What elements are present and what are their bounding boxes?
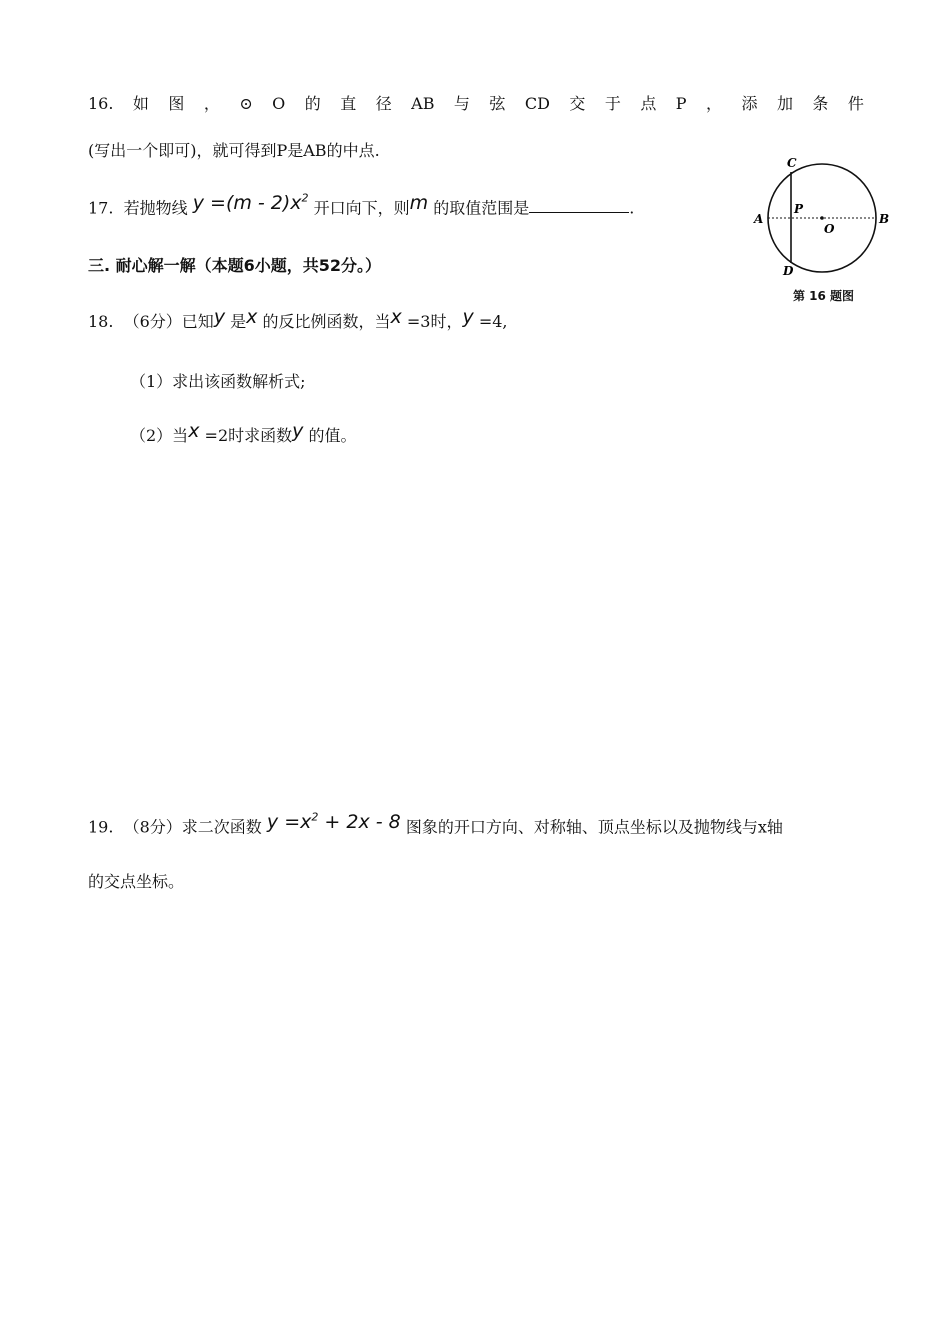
q16-char: 如 — [132, 94, 149, 113]
q18-var-x: x — [246, 306, 258, 328]
q16-char: 直 — [340, 94, 357, 113]
figure-caption: 第 16 题图 — [793, 289, 855, 303]
q19-text2: 图象的开口方向、对称轴、顶点坐标以及抛物线与x轴 — [405, 817, 783, 837]
q16-char: 的 — [304, 94, 321, 113]
q18-text1: （6分）已知 — [123, 312, 214, 331]
circle-diagram — [750, 152, 890, 287]
q16-char: 点 — [640, 94, 657, 113]
q16-char: 加 — [776, 94, 793, 113]
q16-char: O — [272, 94, 286, 113]
q16-char: 16. — [88, 94, 114, 113]
center-point — [820, 216, 824, 220]
q16-line2: (写出一个即可)，就可得到P是AB的中点. — [88, 141, 380, 160]
q17-var-m: m — [409, 192, 429, 215]
q16-char: AB — [411, 94, 435, 113]
q18-text3: 的反比例函数，当 — [262, 312, 391, 331]
q17-answer-blank — [529, 196, 629, 213]
q16-char: 交 — [569, 94, 586, 113]
q16-char: ， — [706, 94, 723, 113]
q18-text4: =3时， — [406, 312, 463, 331]
q18 — [88, 306, 508, 334]
q17-end: . — [629, 198, 635, 218]
q16-char: ， — [203, 94, 220, 113]
q17-text-pre: 若抛物线 — [123, 198, 188, 218]
q16-char: 弦 — [489, 94, 506, 113]
q16-char: 添 — [741, 94, 758, 113]
q19-line2: 的交点坐标。 — [88, 872, 185, 891]
q17-text-post: 的取值范围是 — [433, 198, 530, 218]
q16-char: 图 — [168, 94, 185, 113]
q19 — [88, 810, 783, 839]
q18-sub1: （1）求出该函数解析式; — [130, 372, 306, 391]
section-heading: 三. 耐心解一解（本题6小题，共52分。） — [88, 256, 382, 275]
label-c: C — [787, 156, 797, 170]
q18-var-y: y — [213, 306, 226, 328]
q19-formula: $y =x^2 + 2x - 8$ — [266, 811, 401, 834]
q17 — [88, 191, 634, 220]
q18-sub2-var-y: y — [292, 420, 304, 442]
q16-char: 径 — [375, 94, 392, 113]
q18-text2: 是 — [230, 312, 247, 331]
q19-number: 19. — [88, 817, 114, 837]
q16-char: 于 — [604, 94, 621, 113]
q18-sub2 — [130, 420, 357, 448]
q18-sub2-mid: =2时求函数 — [204, 426, 293, 445]
q16-char: 与 — [453, 94, 470, 113]
q16-char: 件 — [847, 94, 864, 113]
q16-char: P — [675, 94, 687, 113]
q18-sub2-var-x: x — [188, 420, 200, 442]
label-d: D — [783, 264, 794, 278]
q16-char: CD — [524, 94, 550, 113]
q17-formula: $y =(m - 2)x^2$ — [192, 192, 309, 215]
q17-text-mid: 开口向下，则 — [313, 198, 410, 218]
label-p: P — [794, 202, 804, 216]
q16-char: ⊙ — [239, 94, 253, 113]
q18-sub2-post: 的值。 — [308, 426, 357, 445]
q18-text5: =4, — [478, 312, 508, 331]
label-a: A — [754, 212, 764, 226]
label-b: B — [879, 212, 890, 226]
q19-text1: （8分）求二次函数 — [123, 817, 262, 837]
q18-number: 18. — [88, 312, 114, 331]
label-o: O — [824, 222, 835, 236]
q18-var-x2: x — [390, 306, 402, 328]
q16-char: 条 — [812, 94, 829, 113]
q16-line1 — [88, 92, 864, 116]
q18-var-y2: y — [462, 306, 474, 328]
q17-number: 17. — [88, 198, 114, 218]
q18-sub2-pre: （2）当 — [130, 426, 189, 445]
q16-figure — [750, 152, 890, 302]
